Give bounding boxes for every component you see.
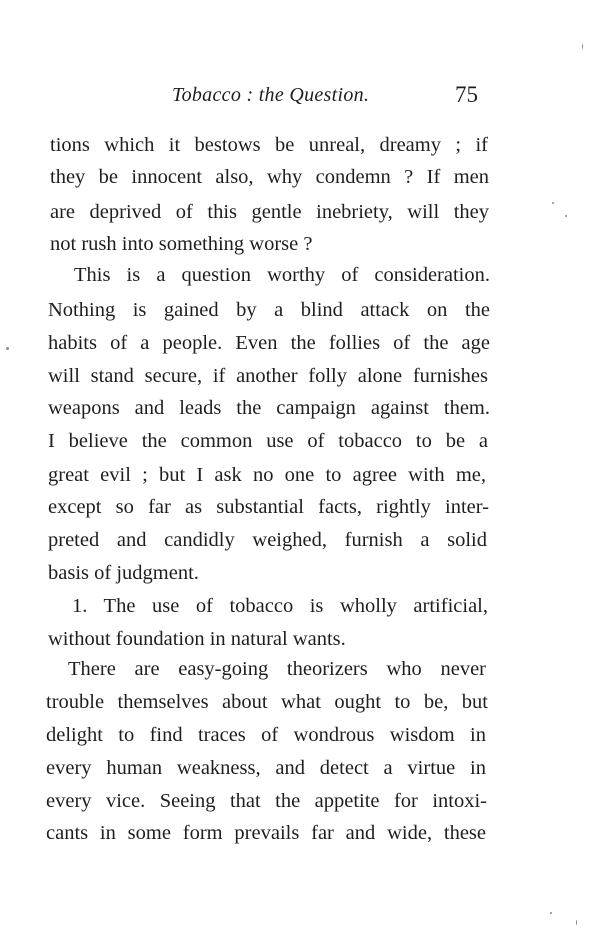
text-line: 1. The use of tobacco is wholly artificial, (72, 595, 488, 617)
text-line: delight to find traces of wondrous wisdom in (46, 724, 486, 746)
text-line: This is a question worthy of consideration. (74, 264, 490, 286)
paper-speck (582, 44, 583, 49)
paper-speck (565, 215, 567, 217)
running-head (0, 84, 600, 114)
text-line: not rush into something worse ? (50, 233, 313, 255)
text-line: they be innocent also, why condemn ? If men (50, 166, 489, 188)
text-line: weapons and leads the campaign against them. (48, 397, 490, 419)
text-line: trouble themselves about what ought to be, but (46, 691, 488, 713)
text-line: without foundation in natural wants. (48, 628, 346, 650)
paper-speck (552, 202, 554, 204)
text-line: will stand secure, if another folly alone furnishes (48, 365, 488, 387)
text-line: I believe the common use of tobacco to be a (48, 430, 488, 452)
paper-speck (550, 912, 552, 914)
text-line: except so far as substantial facts, rightly inter- (48, 496, 489, 518)
text-line: There are easy-going theorizers who never (68, 658, 486, 680)
text-line: basis of judgment. (48, 562, 199, 584)
page-number: 75 (455, 82, 478, 107)
running-title: Tobacco : the Question. (172, 84, 370, 106)
text-line: every vice. Seeing that the appetite for intoxi- (46, 790, 487, 812)
text-line: tions which it bestows be unreal, dreamy ; if (50, 134, 488, 156)
paper-speck (576, 920, 577, 925)
text-line: Nothing is gained by a blind attack on the (48, 299, 490, 321)
text-line: every human weakness, and detect a virtue in (46, 757, 486, 779)
text-line: preted and candidly weighed, furnish a solid (48, 529, 487, 551)
text-line: cants in some form prevails far and wide, these (46, 822, 486, 844)
paper-speck (6, 347, 9, 350)
text-line: habits of a people. Even the follies of the age (48, 332, 490, 354)
text-line: great evil ; but I ask no one to agree with me, (48, 464, 486, 486)
text-line: are deprived of this gentle inebriety, will they (50, 201, 489, 223)
